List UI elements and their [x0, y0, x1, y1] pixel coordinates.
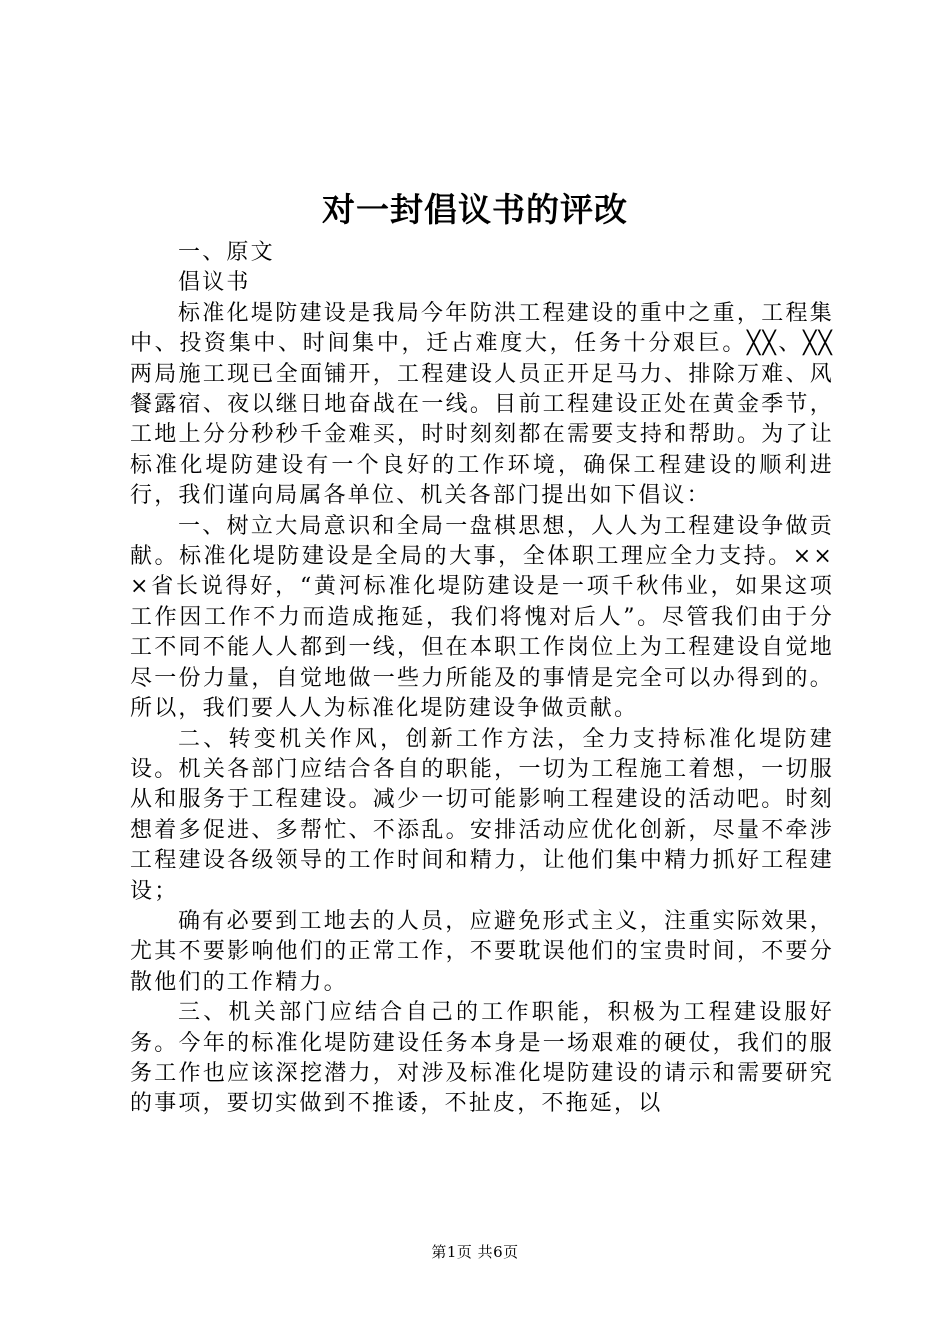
document-body: [130, 238, 834, 1120]
proposal-heading: 倡议书: [178, 270, 251, 296]
document-title: 对一封倡议书的评改: [322, 190, 628, 229]
body-paragraph-point-2: 二、转变机关作风，创新工作方法，全力支持标准化堤防建设。机关各部门应结合各自的职能，一切为工程施工着想，一切服从和服务于工程建设。减少一切可能影响工程建设的活动吧。时刻想着多促进、多帮忙、不添乱。安排活动应优化创新，尽量不牵涉工程建设各级领导的工作时间和精力，让他们集中精力抓好工程建设；: [130, 726, 834, 904]
body-paragraph-intro: 标准化堤防建设是我局今年防洪工程建设的重中之重，工程集中、投资集中、时间集中，迁占难度大，任务十分艰巨。╳╳、╳╳两局施工现已全面铺开，工程建设人员正开足马力、排除万难、风餐露宿、夜以继日地奋战在一线。目前工程建设正处在黄金季节，工地上分分秒秒千金难买，时时刻刻都在需要支持和帮助。为了让标准化堤防建设有一个良好的工作环境，确保工程建设的顺利进行，我们谨向局属各单位、机关各部门提出如下倡议：: [130, 300, 834, 509]
section-heading-original-text: 一、原文: [178, 240, 275, 265]
body-paragraph-point-1: 一、树立大局意识和全局一盘棋思想，人人为工程建设争做贡献。标准化堤防建设是全局的大事，全体职工理应全力支持。×××省长说得好，“黄河标准化堤防建设是一项千秋伟业，如果这项工作因工作不力而造成拖延，我们将愧对后人”。尽管我们由于分工不同不能人人都到一线，但在本职工作岗位上为工程建设自觉地尽一份力量，自觉地做一些力所能及的事情是完全可以办得到的。所以，我们要人人为标准化堤防建设争做贡献。: [130, 513, 834, 722]
page-number-footer: 第1页 共6页: [431, 1243, 519, 1261]
body-paragraph-point-3: 三、机关部门应结合自己的工作职能，积极为工程建设服好务。今年的标准化堤防建设任务本身是一场艰难的硬仗，我们的服务工作也应该深挖潜力，对涉及标准化堤防建设的请示和需要研究的事项，要切实做到不推诿，不扯皮，不拖延，以: [130, 1000, 834, 1117]
body-paragraph-point-2-continued: 确有必要到工地去的人员，应避免形式主义，注重实际效果，尤其不要影响他们的正常工作，不要耽误他们的宝贵时间，不要分散他们的工作精力。: [130, 908, 834, 995]
